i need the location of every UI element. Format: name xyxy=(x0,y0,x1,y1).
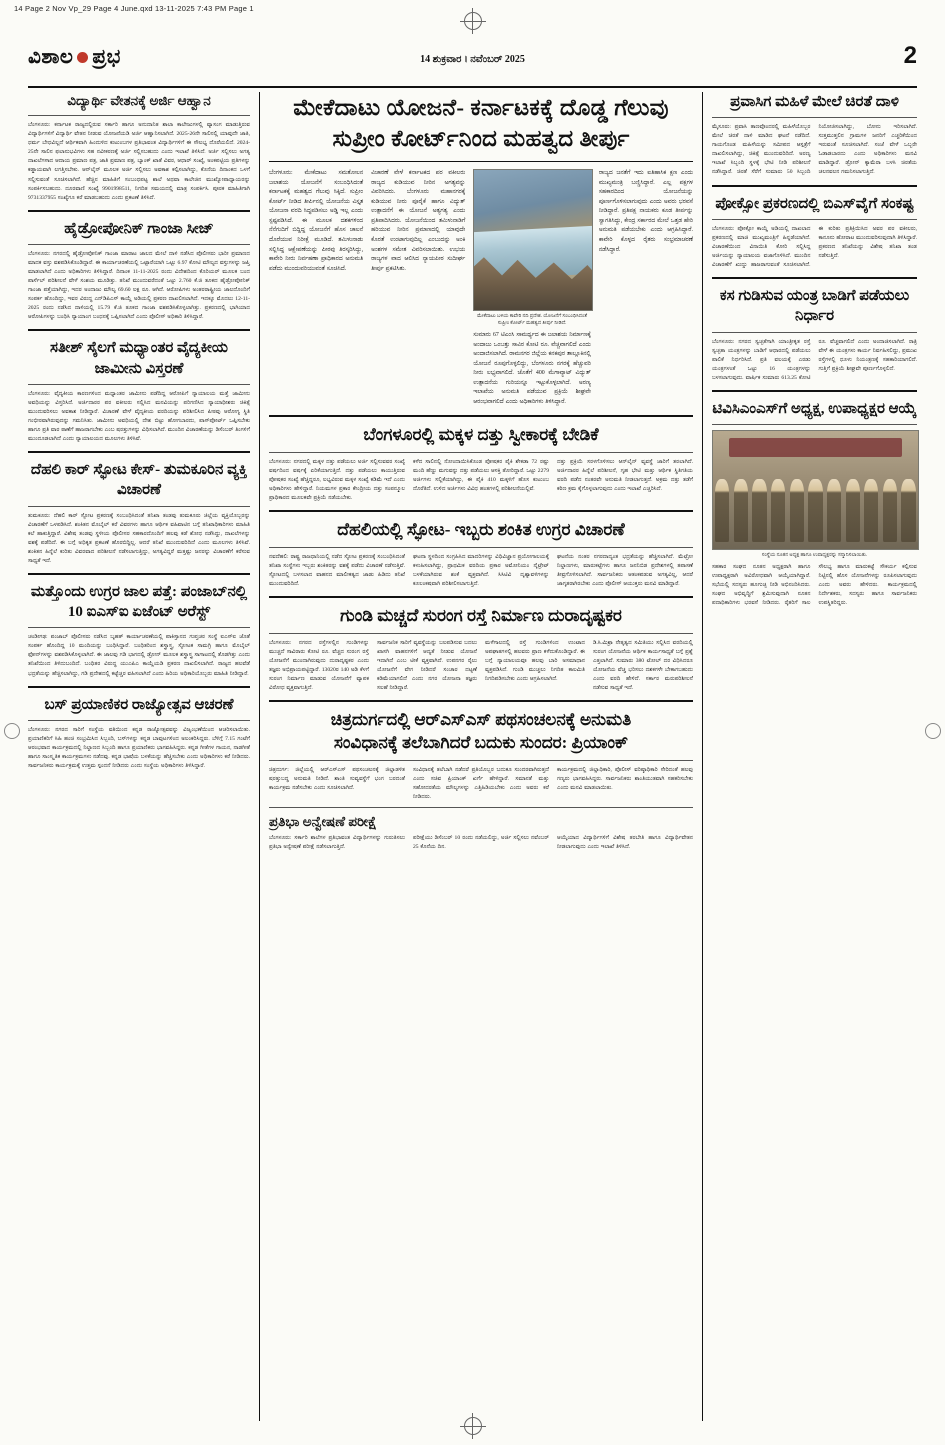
newspaper-logo xyxy=(28,46,121,69)
logo-dot-icon xyxy=(77,52,88,63)
article-body: ಬೆಂಗಳೂರು: ಪೋಕ್ಸೋ ಕಾಯ್ದೆ ಅಡಿಯಲ್ಲಿ ದಾಖಲಾದ ಪ್ರಕರಣದಲ್ಲಿ ಮಾಜಿ ಮುಖ್ಯಮಂತ್ರಿಗೆ ಹಿನ್ನಡೆಯಾಗಿದೆ. ವಿಚಾರಣೆಯಿಂದ ವಿನಾಯಿತಿ ಕೋರಿ ಸಲ್ಲಿಸಿದ್ದ ಅರ್ಜಿಯನ್ನು ನ್ಯಾಯಾಲಯ ವಜಾಗೊಳಿಸಿದೆ. ಮುಂದಿನ ವಿಚಾರಣೆಗೆ ಖುದ್ದು ಹಾಜರಾಗುವಂತೆ ಸೂಚಿಸಲಾಗಿದೆ. ಈ ಕುರಿತು ಪ್ರತಿಕ್ರಿಯಿಸಿದ ಅವರ ಪರ ವಕೀಲರು, ಕಾನೂನು ಹೋರಾಟ ಮುಂದುವರಿಸುವುದಾಗಿ ತಿಳಿಸಿದ್ದಾರೆ. ಪ್ರಕರಣದ ತನಿಖೆಯನ್ನು ವಿಶೇಷ ತನಿಖಾ ತಂಡ ನಡೆಸುತ್ತಿದೆ. xyxy=(712,225,917,268)
photo-banner xyxy=(729,438,901,457)
col-2: ಸಾರ್ವಜನಿಕ ಸಾರಿಗೆ ವ್ಯವಸ್ಥೆಯನ್ನು ಬಲಪಡಿಸುವ ಬದಲು ಖಾಸಗಿ ವಾಹನಗಳಿಗೆ ಆದ್ಯತೆ ನೀಡುವ ಯೋಜನೆ ಇದಾಗಿದೆ ಎಂಬ ಟೀಕೆ ವ್ಯಕ್ತವಾಗಿದೆ. ಉಪನಗರ ರೈಲು ಯೋಜನೆಗೆ ವೇಗ ನೀಡಿದರೆ ಸಂಚಾರ ದಟ್ಟಣೆ ಕಡಿಮೆಯಾಗಲಿದೆ ಎಂದು ನಗರ ಯೋಜನಾ ತಜ್ಞರು ಸಲಹೆ ನೀಡಿದ್ದಾರೆ. xyxy=(377,639,477,692)
article-sweeping-machine xyxy=(712,286,917,383)
article-body: ಮೈಸೂರು: ಪ್ರವಾಸಿ ತಾಣವೊಂದರಲ್ಲಿ ಮಹಿಳೆಯೊಬ್ಬರ ಮೇಲೆ ಚಿರತೆ ದಾಳಿ ಮಾಡಿದ ಘಟನೆ ನಡೆದಿದೆ. ಗಾಯಗೊಂಡ ಮಹಿಳೆಯನ್ನು ಸಮೀಪದ ಆಸ್ಪತ್ರೆಗೆ ದಾಖಲಿಸಲಾಗಿದ್ದು, ಚಿಕಿತ್ಸೆ ಮುಂದುವರಿದಿದೆ. ಅರಣ್ಯ ಇಲಾಖೆ ಸಿಬ್ಬಂದಿ ಸ್ಥಳಕ್ಕೆ ಭೇಟಿ ನೀಡಿ ಪರಿಶೀಲನೆ ನಡೆಸಿದ್ದಾರೆ. ಚಿರತೆ ಸೆರೆಗೆ ಸುಮಾರು 50 ಸಿಬ್ಬಂದಿ ನಿಯೋಜಿಸಲಾಗಿದ್ದು, ಬೋನು ಇರಿಸಲಾಗಿದೆ. ಸುತ್ತಮುತ್ತಲಿನ ಗ್ರಾಮಗಳ ಜನರಿಗೆ ಎಚ್ಚರಿಕೆಯಿಂದ ಇರುವಂತೆ ಸೂಚಿಸಲಾಗಿದೆ. ಸಂಜೆ ವೇಳೆ ಒಬ್ಬರೇ ಓಡಾಡಬಾರದು ಎಂದು ಅಧಿಕಾರಿಗಳು ಮನವಿ ಮಾಡಿದ್ದಾರೆ. ಡ್ರೋನ್ ಕ್ಯಾಮೆರಾ ಬಳಸಿ ಚಿರತೆಯ ಚಲನವಲನ ಗಮನಿಸಲಾಗುತ್ತಿದೆ. xyxy=(712,124,917,176)
article-pocso-bsy xyxy=(712,194,917,270)
article-body: ತುಮಕೂರು: ದೆಹಲಿ ಕಾರ್ ಸ್ಫೋಟ ಪ್ರಕರಣಕ್ಕೆ ಸಂಬಂಧಿಸಿದಂತೆ ತನಿಖಾ ತಂಡವು ತುಮಕೂರು ಜಿಲ್ಲೆಯ ವ್ಯಕ್ತಿಯೊಬ್ಬರನ್ನು ವಿಚಾರಣೆಗೆ ಒಳಪಡಿಸಿದೆ. ಶಂಕಿತನ ಮೊಬೈಲ್ ಕರೆ ವಿವರಗಳು ಹಾಗೂ ಆರ್ಥಿಕ ವಹಿವಾಟಿನ ಬಗ್ಗೆ ತನಿಖಾಧಿಕಾರಿಗಳು ಮಾಹಿತಿ ಕಲೆ ಹಾಕುತ್ತಿದ್ದಾರೆ. ವಿಶೇಷ ತಂಡವು ಸ್ಥಳೀಯ ಪೊಲೀಸರ ಸಹಕಾರದೊಂದಿಗೆ ಹಲವು ಕಡೆ ಶೋಧ ನಡೆಸಿದ್ದು, ದಾಖಲೆಗಳನ್ನು ವಶಕ್ಕೆ ಪಡೆದಿದೆ. ಈ ಬಗ್ಗೆ ಅಧಿಕೃತ ಪ್ರಕಟಣೆ ಹೊರಬಿದ್ದಿಲ್ಲ. ಆದರೆ ತನಿಖೆ ಮುಂದುವರಿದಿದೆ ಎಂದು ಮೂಲಗಳು ತಿಳಿಸಿವೆ. ಶಂಕಿತನ ಹಿನ್ನೆಲೆ ಕುರಿತು ವಿವರವಾದ ಪರಿಶೀಲನೆ ನಡೆಸಲಾಗುತ್ತಿದ್ದು, ಅಗತ್ಯವಿದ್ದರೆ ಮತ್ತಷ್ಟು ಜನರನ್ನು ವಿಚಾರಣೆಗೆ ಕರೆಸುವ ಸಾಧ್ಯತೆ ಇದೆ. xyxy=(28,512,250,564)
photo-caption: ಸಂಸ್ಥೆಯ ನೂತನ ಅಧ್ಯಕ್ಷ ಹಾಗೂ ಉಪಾಧ್ಯಕ್ಷರನ್ನು ಸನ್ಮಾನಿಸಲಾಯಿತು. xyxy=(761,553,868,558)
headline: ದೆಹಲಿಯಲ್ಲಿ ಸ್ಫೋಟ- ಇಬ್ಬರು ಶಂಕಿತ ಉಗ್ರರ ವಿಚಾರಣೆ xyxy=(337,519,625,539)
col-3: ಕಾರ್ಯಕ್ರಮದಲ್ಲಿ ಜಿಲ್ಲಾಧಿಕಾರಿ, ಪೊಲೀಸ್ ವರಿಷ್ಠಾಧಿಕಾರಿ ಸೇರಿದಂತೆ ಹಲವು ಗಣ್ಯರು ಭಾಗವಹಿಸಿದ್ದರು. ಸಾರ್ವಜನಿಕರು ಶಾಂತಿಯುತವಾಗಿ ಸಹಕರಿಸಬೇಕು ಎಂದು ಮನವಿ ಮಾಡಲಾಯಿತು. xyxy=(557,766,693,792)
article-delhi-blast-suspects xyxy=(269,519,693,589)
lead-photo-mekedatu xyxy=(473,169,593,311)
article-bus-rajyotsava xyxy=(28,695,250,771)
print-slug-line: 14 Page 2 Nov Vp_29 Page 4 June.qxd 13-11-2025 7:43 PM Page 1 xyxy=(14,4,254,13)
left-column xyxy=(28,92,260,1421)
article-body: ಬೆಂಗಳೂರು: ನಗರದ ಸಾರಿಗೆ ಸಂಸ್ಥೆಯ ವತಿಯಿಂದ ಕನ್ನಡ ರಾಜ್ಯೋತ್ಸವವನ್ನು ವಿಜೃಂಭಣೆಯಿಂದ ಆಚರಿಸಲಾಯಿತು. ಪ್ರಯಾಣಿಕರಿಗೆ ಸಿಹಿ ಹಂಚಿ ಸಂಭ್ರಮಿಸಿದ ಸಿಬ್ಬಂದಿ, ಬಸ್‌ಗಳನ್ನು ಕನ್ನಡ ಬಾವುಟಗಳಿಂದ ಅಲಂಕರಿಸಿದ್ದರು. ಬೆಳಿಗ್ಗೆ 7.15 ಗಂಟೆಗೆ ಆರಂಭವಾದ ಕಾರ್ಯಕ್ರಮದಲ್ಲಿ ನಿಲ್ದಾಣದ ಸಿಬ್ಬಂದಿ ಹಾಗೂ ಪ್ರಯಾಣಿಕರು ಭಾಗವಹಿಸಿದ್ದರು. ಕನ್ನಡ ಗೀತೆಗಳ ಗಾಯನ, ನಾಡಗೀತೆ ಹಾಗೂ ಸಾಂಸ್ಕೃತಿಕ ಕಾರ್ಯಕ್ರಮಗಳು ನಡೆದವು. ಕನ್ನಡ ಭಾಷೆಯ ಬಳಕೆಯನ್ನು ಹೆಚ್ಚಿಸಬೇಕು ಎಂದು ಅಧಿಕಾರಿಗಳು ಕರೆ ನೀಡಿದರು. ಸಾರ್ವಜನಿಕರು ಕಾರ್ಯಕ್ರಮಕ್ಕೆ ಉತ್ತಮ ಸ್ಪಂದನೆ ನೀಡಿದರು ಎಂದು ಸಂಸ್ಥೆಯ ಅಧಿಕಾರಿಗಳು ತಿಳಿಸಿದ್ದಾರೆ. xyxy=(28,726,250,769)
headline: ಸತೀಶ್ ಸೈಲಗೆ ಮಧ್ಯಾಂತರ ವೈದ್ಯಕೀಯ ಜಾಮೀನು ವಿಸ್ತರಣೆ xyxy=(50,340,228,377)
col-1: ಬೆಂಗಳೂರು: ಸರ್ಕಾರಿ ಶಾಲೆಗಳ ಪ್ರತಿಭಾವಂತ ವಿದ್ಯಾರ್ಥಿಗಳನ್ನು ಗುರುತಿಸಲು ಪ್ರತಿಭಾ ಅನ್ವೇಷಣೆ ಪರೀಕ್ಷೆ ನಡೆಸಲಾಗುತ್ತಿದೆ. xyxy=(269,835,405,851)
lead-headline-line1: ಮೇಕೆದಾಟು ಯೋಜನೆ- ಕರ್ನಾಟಕಕ್ಕೆ ದೊಡ್ಡ ಗೆಲುವು xyxy=(293,95,669,120)
article-pratibha-exam xyxy=(269,813,693,852)
article-body: ಬೆಂಗಳೂರು: ನಗರದಲ್ಲಿ ಹೈಡ್ರೋಪೋನಿಕ್ ಗಾಂಜಾ ಮಾರಾಟ ಜಾಲದ ಮೇಲೆ ದಾಳಿ ನಡೆಸಿದ ಪೊಲೀಸರು ಭಾರೀ ಪ್ರಮಾಣದ ಮಾದಕ ವಸ್ತು ವಶಪಡಿಸಿಕೊಂಡಿದ್ದಾರೆ. ಈ ಕಾರ್ಯಾಚರಣೆಯಲ್ಲಿ ಒಟ್ಟಾರೆಯಾಗಿ ಒಟ್ಟು 6.97 ಕೋಟಿ ಮೌಲ್ಯದ ವಸ್ತುಗಳನ್ನು ಜಪ್ತಿ ಮಾಡಲಾಗಿದೆ ಎಂದು ಅಧಿಕಾರಿಗಳು ತಿಳಿಸಿದ್ದಾರೆ. ದಿನಾಂಕ 11-11-2025 ರಂದು ವಿದೇಶದಿಂದ ಕೊರಿಯರ್ ಮೂಲಕ ಬಂದ ಪಾರ್ಸೆಲ್ ಪರಿಶೀಲನೆ ವೇಳೆ ಸಂಶಯ ಮೂಡಿತ್ತು. ತನಿಖೆ ಮುಂದುವರೆದಂತೆ ಒಟ್ಟು 2.760 ಕೆ.ಜಿ ತೂಕದ ಹೈಡ್ರೋಪೋನಿಕ್ ಗಾಂಜಾ ಪತ್ತೆಯಾಗಿದ್ದು, ಇದರ ಅಂದಾಜು ಮೌಲ್ಯ 69.60 ಲಕ್ಷ ರೂ. ಆಗಿದೆ. ಆರೋಪಿಗಳು ಅಂತರರಾಷ್ಟ್ರೀಯ ಜಾಲದೊಂದಿಗೆ ಸಂಪರ್ಕ ಹೊಂದಿದ್ದು, ಇವರ ವಿರುದ್ಧ ಎನ್‌ಡಿಪಿಎಸ್ ಕಾಯ್ದೆ ಅಡಿಯಲ್ಲಿ ಪ್ರಕರಣ ದಾಖಲಿಸಲಾಗಿದೆ. ಇದಕ್ಕೂ ಮೊದಲು 12-11-2025 ರಂದು ನಡೆಸಿದ ದಾಳಿಯಲ್ಲಿ 15.79 ಕೆ.ಜಿ ತೂಕದ ಗಾಂಜಾ ವಶಪಡಿಸಿಕೊಳ್ಳಲಾಗಿತ್ತು. ಪ್ರಕರಣದಲ್ಲಿ ಭಾಗಿಯಾದ ಆರೋಪಿಗಳನ್ನು ಬಂಧಿಸಿ ನ್ಯಾಯಾಂಗ ಬಂಧನಕ್ಕೆ ಒಪ್ಪಿಸಲಾಗಿದೆ ಎಂದು ಪೊಲೀಸ್ ಅಧಿಕಾರಿ ತಿಳಿಸಿದ್ದಾರೆ. xyxy=(28,250,250,321)
article-punjab-isi-arrest xyxy=(28,582,250,679)
col-1: ಬೆಂಗಳೂರು: ನಗರದಲ್ಲಿ ಮಕ್ಕಳ ದತ್ತು ಪಡೆಯಲು ಅರ್ಜಿ ಸಲ್ಲಿಸುವವರ ಸಂಖ್ಯೆ ವರ್ಷದಿಂದ ವರ್ಷಕ್ಕೆ ಏರಿಕೆಯಾಗುತ್ತಿದೆ. ದತ್ತು ಪಡೆಯಲು ಕಾಯುತ್ತಿರುವ ಪೋಷಕರ ಸಂಖ್ಯೆ ಹೆಚ್ಚಿದ್ದರೂ, ಲಭ್ಯವಿರುವ ಮಕ್ಕಳ ಸಂಖ್ಯೆ ಕಡಿಮೆ ಇದೆ ಎಂದು ಅಧಿಕಾರಿಗಳು ಹೇಳಿದ್ದಾರೆ. ನಿಯಮಗಳ ಪ್ರಕಾರ ಕೇಂದ್ರೀಯ ದತ್ತು ಸಂಪನ್ಮೂಲ ಪ್ರಾಧಿಕಾರದ ಮೂಲಕವೇ ಪ್ರಕ್ರಿಯೆ ನಡೆಯಬೇಕು. xyxy=(269,458,405,501)
article-body: ಚಂಡೀಗಢ: ಪಂಜಾಬ್ ಪೊಲೀಸರು ನಡೆಸಿದ ಬೃಹತ್ ಕಾರ್ಯಾಚರಣೆಯಲ್ಲಿ ಪಾಕಿಸ್ತಾನದ ಗುಪ್ತಚರ ಸಂಸ್ಥೆ ಐಎಸ್‌ಐ ಜೊತೆ ಸಂಪರ್ಕ ಹೊಂದಿದ್ದ 10 ಮಂದಿಯನ್ನು ಬಂಧಿಸಿದ್ದಾರೆ. ಬಂಧಿತರಿಂದ ಶಸ್ತ್ರಾಸ್ತ್ರ, ಸ್ಫೋಟಕ ಸಾಮಗ್ರಿ ಹಾಗೂ ಮೊಬೈಲ್ ಫೋನ್‌ಗಳನ್ನು ವಶಪಡಿಸಿಕೊಳ್ಳಲಾಗಿದೆ. ಈ ಜಾಲವು ಗಡಿ ಭಾಗದಲ್ಲಿ ಡ್ರೋನ್ ಮೂಲಕ ಶಸ್ತ್ರಾಸ್ತ್ರ ಸಾಗಾಟದಲ್ಲಿ ತೊಡಗಿತ್ತು ಎಂದು ತನಿಖೆಯಿಂದ ತಿಳಿದುಬಂದಿದೆ. ಬಂಧಿತರ ವಿರುದ್ಧ ಯುಎಪಿಎ ಕಾಯ್ದೆಯಡಿ ಪ್ರಕರಣ ದಾಖಲಿಸಲಾಗಿದೆ. ರಾಜ್ಯದ ಹಲವೆಡೆ ಭದ್ರತೆಯನ್ನು ಹೆಚ್ಚಿಸಲಾಗಿದ್ದು, ಗಡಿ ಪ್ರದೇಶದಲ್ಲಿ ಕಟ್ಟೆಚ್ಚರ ವಹಿಸಲಾಗಿದೆ ಎಂದು ಹಿರಿಯ ಅಧಿಕಾರಿಯೊಬ್ಬರು ಮಾಹಿತಿ ನೀಡಿದ್ದಾರೆ. xyxy=(28,634,250,677)
headline: ಪ್ರತಿಭಾ ಅನ್ವೇಷಣೆ ಪರೀಕ್ಷೆ xyxy=(269,814,377,830)
article-body: ಬೆಂಗಳೂರು: ಕರ್ನಾಟಕ ರಾಜ್ಯದಲ್ಲಿರುವ ಸರ್ಕಾರಿ ಹಾಗೂ ಅನುದಾನಿತ ಶಾಲಾ ಕಾಲೇಜುಗಳಲ್ಲಿ ವ್ಯಾಸಂಗ ಮಾಡುತ್ತಿರುವ ವಿದ್ಯಾರ್ಥಿಗಳಿಗೆ ವಿದ್ಯಾರ್ಥಿ ವೇತನ ನೀಡುವ ಯೋಜನೆಯಡಿ ಅರ್ಜಿ ಆಹ್ವಾನಿಸಲಾಗಿದೆ. 2025-26ನೇ ಸಾಲಿನಲ್ಲಿ ಯಾವುದೇ ಜಾತಿ, ಧರ್ಮ ಬೇಧವಿಲ್ಲದೆ ಆರ್ಥಿಕವಾಗಿ ಹಿಂದುಳಿದ ಕುಟುಂಬಗಳ ಪ್ರತಿಭಾವಂತ ವಿದ್ಯಾರ್ಥಿಗಳಿಗೆ ಈ ಸೌಲಭ್ಯ ದೊರೆಯಲಿದೆ. 2024-25ನೇ ಸಾಲಿನ ಫಲಾನುಭವಿಗಳು ಸಹ ನವೀಕರಣಕ್ಕೆ ಅರ್ಜಿ ಸಲ್ಲಿಸಬಹುದು ಎಂದು ಇಲಾಖೆ ತಿಳಿಸಿದೆ. ಅರ್ಜಿ ಸಲ್ಲಿಸಲು ಅಗತ್ಯ ದಾಖಲೆಗಳಾದ ಆದಾಯ ಪ್ರಮಾಣ ಪತ್ರ, ಜಾತಿ ಪ್ರಮಾಣ ಪತ್ರ, ಬ್ಯಾಂಕ್ ಖಾತೆ ವಿವರ, ಆಧಾರ್ ಸಂಖ್ಯೆ, ಅಂಕಪಟ್ಟಿಯ ಪ್ರತಿಗಳನ್ನು ಕಡ್ಡಾಯವಾಗಿ ಲಗತ್ತಿಸಬೇಕು. ಆನ್‌ಲೈನ್ ಮೂಲಕ ಅರ್ಜಿ ಸಲ್ಲಿಸಲು ಅವಕಾಶ ಕಲ್ಪಿಸಲಾಗಿದ್ದು, ಕೊನೆಯ ದಿನಾಂಕದ ಒಳಗೆ ಸಲ್ಲಿಸುವಂತೆ ಸೂಚಿಸಲಾಗಿದೆ. ಹೆಚ್ಚಿನ ಮಾಹಿತಿಗೆ ಸಂಬಂಧಪಟ್ಟ ಶಾಲೆ ಅಥವಾ ಕಾಲೇಜಿನ ಮುಖ್ಯೋಪಾಧ್ಯಾಯರನ್ನು ಸಂಪರ್ಕಿಸಬಹುದು. ದೂರವಾಣಿ ಸಂಖ್ಯೆ 9901998511, ನಿಗದಿತ ಸಮಯದಲ್ಲಿ ಮಾತ್ರ ಸಂಪರ್ಕಿಸಿ. ಪೂರಕ ಮಾಹಿತಿಗಾಗಿ 9731337955 ಸಂಖ್ಯೆಗೂ ಕರೆ ಮಾಡಬಹುದು ಎಂದು ಪ್ರಕಟಣೆ ತಿಳಿಸಿದೆ. xyxy=(28,122,250,201)
article-chitradurga-rss xyxy=(269,709,693,802)
col-3: ದತ್ತು ಪ್ರಕ್ರಿಯೆ ಸರಳಗೊಳಿಸಲು ಆನ್‌ಲೈನ್ ವ್ಯವಸ್ಥೆ ಜಾರಿಗೆ ತರಲಾಗಿದೆ. ಅರ್ಜಿದಾರರ ಹಿನ್ನೆಲೆ ಪರಿಶೀಲನೆ, ಗೃಹ ಭೇಟಿ ಮತ್ತು ಆರ್ಥಿಕ ಸ್ಥಿತಿಗತಿಯ ವರದಿ ಪಡೆದ ನಂತರವೇ ಅನುಮತಿ ನೀಡಲಾಗುತ್ತದೆ. ಅಕ್ರಮ ದತ್ತು ತಡೆಗೆ ಕಠಿಣ ಕ್ರಮ ಕೈಗೊಳ್ಳಲಾಗುವುದು ಎಂದು ಇಲಾಖೆ ಎಚ್ಚರಿಸಿದೆ. xyxy=(557,458,693,492)
col-2: ಕಳೆದ ಸಾಲಿನಲ್ಲಿ ನೋಂದಾಯಿಸಿಕೊಂಡ ಪೋಷಕರ ಪೈಕಿ ಶೇಕಡಾ 72 ರಷ್ಟು ಮಂದಿ ಹೆಣ್ಣು ಮಗುವನ್ನು ದತ್ತು ಪಡೆಯಲು ಆಸಕ್ತಿ ತೋರಿದ್ದಾರೆ. ಒಟ್ಟು 2279 ಅರ್ಜಿಗಳು ಸಲ್ಲಿಕೆಯಾಗಿದ್ದು, ಈ ಪೈಕಿ 410 ಮಕ್ಕಳಿಗೆ ಹೊಸ ಕುಟುಂಬ ದೊರೆತಿದೆ. ಉಳಿದ ಅರ್ಜಿಗಳು ವಿವಿಧ ಹಂತಗಳಲ್ಲಿ ಪರಿಶೀಲನೆಯಲ್ಲಿವೆ. xyxy=(413,458,549,492)
headline: ದೆಹಲಿ ಕಾರ್ ಸ್ಫೋಟ ಕೇಸ್- ತುಮಕೂರಿನ ವ್ಯಕ್ತಿ ವಿಚಾರಣೆ xyxy=(30,462,248,499)
lead-col-2: ವಿಚಾರಣೆ ವೇಳೆ ಕರ್ನಾಟಕದ ಪರ ವಕೀಲರು ರಾಜ್ಯದ ಕುಡಿಯುವ ನೀರಿನ ಅಗತ್ಯವನ್ನು ವಿವರಿಸಿದರು. ಬೆಂಗಳೂರು ಮಹಾನಗರಕ್ಕೆ ಕುಡಿಯುವ ನೀರು ಪೂರೈಕೆ ಹಾಗೂ ವಿದ್ಯುತ್ ಉತ್ಪಾದನೆಗೆ ಈ ಯೋಜನೆ ಅತ್ಯಗತ್ಯ ಎಂದು ಪ್ರತಿಪಾದಿಸಿದರು. ಯೋಜನೆಯಿಂದ ತಮಿಳುನಾಡಿಗೆ ಹರಿಯುವ ನೀರಿನ ಪ್ರಮಾಣದಲ್ಲಿ ಯಾವುದೇ ಕೊರತೆ ಉಂಟಾಗುವುದಿಲ್ಲ ಎಂಬುದನ್ನು ಅಂಕಿ ಅಂಶಗಳ ಸಮೇತ ವಿವರಿಸಲಾಯಿತು. ಉಭಯ ರಾಜ್ಯಗಳ ವಾದ ಆಲಿಸಿದ ನ್ಯಾಯಪೀಠ ಸುದೀರ್ಘ ತೀರ್ಪು ಪ್ರಕಟಿಸಿತು. xyxy=(371,170,466,272)
lead-photo-caption: ಮೇಕೆದಾಟು ಬಳಿಯ ಕಾವೇರಿ ನದಿ ಪ್ರದೇಶ. ಯೋಜನೆಗೆ ಸಂಬಂಧಿಸಿದಂತೆ ಸುಪ್ರೀಂ ಕೋರ್ಟ್ ಮಹತ್ವದ ತೀರ್ಪು ನೀಡಿದೆ. xyxy=(477,314,588,327)
lead-col-3: ಸುಮಾರು 67 ಟಿಎಂಸಿ ಸಾಮರ್ಥ್ಯದ ಈ ಜಲಾಶಯ ನಿರ್ಮಾಣಕ್ಕೆ ಅಂದಾಜು ಒಂಬತ್ತು ಸಾವಿರ ಕೋಟಿ ರೂ. ವೆಚ್ಚವಾಗಲಿದೆ ಎಂದು ಅಂದಾಜಿಸಲಾಗಿದೆ. ರಾಮನಗರ ಜಿಲ್ಲೆಯ ಕನಕಪುರ ತಾಲ್ಲೂಕಿನಲ್ಲಿ ಯೋಜನೆ ರೂಪುಗೊಳ್ಳಲಿದ್ದು, ಬೆಂಗಳೂರು ನಗರಕ್ಕೆ ಹೆಚ್ಚುವರಿ ನೀರು ಲಭ್ಯವಾಗಲಿದೆ. ಜೊತೆಗೆ 400 ಮೆಗಾವ್ಯಾಟ್ ವಿದ್ಯುತ್ ಉತ್ಪಾದನೆಯ ಗುರಿಯನ್ನೂ ಇಟ್ಟುಕೊಳ್ಳಲಾಗಿದೆ. ಅರಣ್ಯ ಇಲಾಖೆಯ ಅನುಮತಿ ಪಡೆಯುವ ಪ್ರಕ್ರಿಯೆ ಶೀಘ್ರವೇ ಆರಂಭವಾಗಲಿದೆ ಎಂದು ಅಧಿಕಾರಿಗಳು ತಿಳಿಸಿದ್ದಾರೆ. xyxy=(473,332,591,406)
article-tunnel-road xyxy=(269,605,693,693)
headline: ಟಿವಿಸಿಎಂಎಸ್‌ಗೆ ಅಧ್ಯಕ್ಷ, ಉಪಾಧ್ಯಕ್ಷರ ಆಯ್ಕೆ xyxy=(712,400,917,417)
col-2: ಘಟನಾ ಸ್ಥಳದಿಂದ ಸಂಗ್ರಹಿಸಿದ ಮಾದರಿಗಳನ್ನು ವಿಧಿವಿಜ್ಞಾನ ಪ್ರಯೋಗಾಲಯಕ್ಕೆ ಕಳುಹಿಸಲಾಗಿದ್ದು, ಪ್ರಾಥಮಿಕ ವರದಿಯ ಪ್ರಕಾರ ಅಮೋನಿಯಂ ನೈಟ್ರೇಟ್ ಬಳಕೆಯಾಗಿರುವ ಶಂಕೆ ವ್ಯಕ್ತವಾಗಿದೆ. ಸಿಸಿಟಿವಿ ದೃಶ್ಯಾವಳಿಗಳನ್ನು ಕೂಲಂಕಷವಾಗಿ ಪರಿಶೀಲಿಸಲಾಗುತ್ತಿದೆ. xyxy=(413,553,549,587)
dateline: 14 ಶುಕ್ರವಾರ । ನವೆಂಬರ್ 2025 xyxy=(420,54,525,65)
headline: ಬಸ್ ಪ್ರಯಾಣಿಕರ ರಾಜ್ಯೋತ್ಸವ ಆಚರಣೆ xyxy=(44,696,234,713)
col-1: ಬೆಂಗಳೂರು: ನಗರದ ರಸ್ತೆಗಳಲ್ಲಿನ ಗುಂಡಿಗಳನ್ನು ಮುಚ್ಚದೆ ಸಾವಿರಾರು ಕೋಟಿ ರೂ. ವೆಚ್ಚದ ಸುರಂಗ ರಸ್ತೆ ಯೋಜನೆಗೆ ಮುಂದಾಗಿರುವುದು ದುರಾದೃಷ್ಟಕರ ಎಂದು ತಜ್ಞರು ಅಭಿಪ್ರಾಯಪಟ್ಟಿದ್ದಾರೆ. 13020ರ 140 ಅಡಿ ಕೆಳಗೆ ಸುರಂಗ ನಿರ್ಮಾಣ ಮಾಡುವ ಯೋಜನೆಗೆ ವ್ಯಾಪಕ ವಿರೋಧ ವ್ಯಕ್ತವಾಗುತ್ತಿದೆ. xyxy=(269,639,369,692)
middle-column xyxy=(260,92,703,1421)
logo-word-right: ಪ್ರಭ xyxy=(92,46,121,68)
headline: ಹೈಡ್ರೋಪೋನಿಕ್ ಗಾಂಜಾ ಸೀಜ್ xyxy=(64,220,214,237)
headline-line2: ಸಂವಿಧಾನಕ್ಕೆ ತಲೆಬಾಗಿದರೆ ಬದುಕು ಸುಂದರ: ಪ್ರಿಯಾಂಕ್ xyxy=(333,733,629,753)
right-column xyxy=(703,92,917,1421)
col-3: ಆಯ್ಕೆಯಾದ ವಿದ್ಯಾರ್ಥಿಗಳಿಗೆ ವಿಶೇಷ ತರಬೇತಿ ಹಾಗೂ ವಿದ್ಯಾರ್ಥಿವೇತನ ನೀಡಲಾಗುವುದು ಎಂದು ಇಲಾಖೆ ತಿಳಿಸಿದೆ. xyxy=(557,835,693,851)
article-satish-bail xyxy=(28,338,250,444)
headline: ವಿದ್ಯಾರ್ಥಿ ವೇತನಕ್ಕೆ ಅರ್ಜಿ ಆಹ್ವಾನ xyxy=(67,93,211,108)
lead-col-1: ಬೆಂಗಳೂರು: ಮೇಕೆದಾಟು ಸಮತೋಲನ ಜಲಾಶಯ ಯೋಜನೆಗೆ ಸಂಬಂಧಿಸಿದಂತೆ ಕರ್ನಾಟಕಕ್ಕೆ ಮಹತ್ವದ ಗೆಲುವು ಸಿಕ್ಕಿದೆ. ಸುಪ್ರೀಂ ಕೋರ್ಟ್ ನೀಡಿದ ತೀರ್ಪಿನಲ್ಲಿ ಯೋಜನೆಯ ವಿಸ್ತೃತ ಯೋಜನಾ ವರದಿ ಸಿದ್ಧಪಡಿಸಲು ಅಡ್ಡಿ ಇಲ್ಲ ಎಂದು ಸ್ಪಷ್ಟಪಡಿಸಿದೆ. ಈ ಮೂಲಕ ದಶಕಗಳಿಂದ ನೆನೆಗುದಿಗೆ ಬಿದ್ದಿದ್ದ ಯೋಜನೆಗೆ ಹೊಸ ಚಾಲನೆ ದೊರೆಯುವ ನಿರೀಕ್ಷೆ ಮೂಡಿದೆ. ತಮಿಳುನಾಡು ಸಲ್ಲಿಸಿದ್ದ ಆಕ್ಷೇಪಣೆಯನ್ನು ಪೀಠವು ತಿರಸ್ಕರಿಸಿದ್ದು, ಕಾವೇರಿ ನೀರು ನಿರ್ವಹಣಾ ಪ್ರಾಧಿಕಾರದ ಅನುಮತಿ ಪಡೆದು ಮುಂದುವರಿಯುವಂತೆ ಸೂಚಿಸಿದೆ. xyxy=(269,170,364,272)
registration-mark-right xyxy=(925,723,941,739)
article-child-adoption xyxy=(269,424,693,503)
headline: ಪೋಕ್ಸೋ ಪ್ರಕರಣದಲ್ಲಿ ಬಿಎಸ್‌ವೈಗೆ ಸಂಕಷ್ಟ xyxy=(715,195,914,212)
registration-mark-left xyxy=(4,723,20,739)
article-delhi-car-blast xyxy=(28,460,250,566)
col-4: ಡಿ.ಸಿ.ಮಿಶ್ರಾ ನೇತೃತ್ವದ ಸಮಿತಿಯು ಸಲ್ಲಿಸಿದ ವರದಿಯಲ್ಲಿ ಸುರಂಗ ಯೋಜನೆಯ ಆರ್ಥಿಕ ಕಾರ್ಯಸಾಧ್ಯತೆ ಬಗ್ಗೆ ಪ್ರಶ್ನೆ ಎತ್ತಲಾಗಿದೆ. ಸುಮಾರು 380 ಟೋಲ್ ದರ ವಿಧಿಸಿದರೂ ಯೋಜನೆಯ ವೆಚ್ಚ ಭರಿಸಲು ದಶಕಗಳೇ ಬೇಕಾಗಬಹುದು ಎಂದು ವರದಿ ಹೇಳಿದೆ. ಸರ್ಕಾರ ಮರುಪರಿಶೀಲನೆ ನಡೆಸುವ ಸಾಧ್ಯತೆ ಇದೆ. xyxy=(593,639,693,692)
page-number: 2 xyxy=(903,42,917,69)
article-body: ಬೆಂಗಳೂರು: ವೈದ್ಯಕೀಯ ಕಾರಣಗಳಿಂದ ಮಧ್ಯಾಂತರ ಜಾಮೀನು ಪಡೆದಿದ್ದ ಆರೋಪಿಗೆ ನ್ಯಾಯಾಲಯ ಮತ್ತೆ ಜಾಮೀನು ಅವಧಿಯನ್ನು ವಿಸ್ತರಿಸಿದೆ. ಅರ್ಜಿದಾರರ ಪರ ವಕೀಲರು ಸಲ್ಲಿಸಿದ ಮನವಿಯನ್ನು ಪರಿಗಣಿಸಿದ ನ್ಯಾಯಾಧೀಶರು ಚಿಕಿತ್ಸೆ ಮುಂದುವರಿಸಲು ಅವಕಾಶ ನೀಡಿದ್ದಾರೆ. ವಿಚಾರಣೆ ವೇಳೆ ವೈದ್ಯಕೀಯ ವರದಿಯನ್ನು ಪರಿಶೀಲಿಸಿದ ಪೀಠವು ಆರೋಗ್ಯ ಸ್ಥಿತಿ ಗಂಭೀರವಾಗಿರುವುದನ್ನು ಗಮನಿಸಿತು. ಜಾಮೀನು ಅವಧಿಯಲ್ಲಿ ದೇಶ ಬಿಟ್ಟು ಹೋಗಬಾರದು, ಪಾಸ್‌ಪೋರ್ಟ್ ಒಪ್ಪಿಸಬೇಕು ಹಾಗೂ ಪ್ರತಿ ವಾರ ಠಾಣೆಗೆ ಹಾಜರಾಗಬೇಕು ಎಂಬ ಷರತ್ತುಗಳನ್ನು ವಿಧಿಸಲಾಗಿದೆ. ಮುಂದಿನ ವಿಚಾರಣೆಯನ್ನು ಡಿಸೆಂಬರ್ ತಿಂಗಳಿಗೆ ಮುಂದೂಡಲಾಗಿದೆ ಎಂದು ನ್ಯಾಯಾಲಯದ ಮೂಲಗಳು ತಿಳಿಸಿವೆ. xyxy=(28,390,250,442)
article-tvmcs-president xyxy=(712,399,917,608)
article-leopard-attack xyxy=(712,92,917,178)
headline: ಕಸ ಗುಡಿಸುವ ಯಂತ್ರ ಬಾಡಿಗೆ ಪಡೆಯಲು ನಿರ್ಧಾರ xyxy=(719,288,910,325)
headline: ಗುಂಡಿ ಮಚ್ಚದೆ ಸುರಂಗ ರಸ್ತೆ ನಿರ್ಮಾಣ ದುರಾದೃಷ್ಟಕರ xyxy=(340,605,622,625)
article-body: ಬೆಂಗಳೂರು: ನಗರದ ಸ್ವಚ್ಛತೆಗಾಗಿ ಯಾಂತ್ರೀಕೃತ ರಸ್ತೆ ಸ್ವಚ್ಛತಾ ಯಂತ್ರಗಳನ್ನು ಬಾಡಿಗೆ ಆಧಾರದಲ್ಲಿ ಪಡೆಯಲು ಪಾಲಿಕೆ ನಿರ್ಧರಿಸಿದೆ. ಪ್ರತಿ ವಲಯಕ್ಕೆ ಎರಡು ಯಂತ್ರಗಳಂತೆ ಒಟ್ಟು 16 ಯಂತ್ರಗಳನ್ನು ಬಳಸಲಾಗುವುದು. ವಾರ್ಷಿಕ ಸುಮಾರು 613.25 ಕೋಟಿ ರೂ. ವೆಚ್ಚವಾಗಲಿದೆ ಎಂದು ಅಂದಾಜಿಸಲಾಗಿದೆ. ರಾತ್ರಿ ವೇಳೆ ಈ ಯಂತ್ರಗಳು ಕಾರ್ಯ ನಿರ್ವಹಿಸಲಿದ್ದು, ಪ್ರಮುಖ ರಸ್ತೆಗಳಲ್ಲಿ ಧೂಳು ನಿಯಂತ್ರಣಕ್ಕೆ ಸಹಕಾರಿಯಾಗಲಿದೆ. ಗುತ್ತಿಗೆ ಪ್ರಕ್ರಿಯೆ ಶೀಘ್ರವೇ ಪೂರ್ಣಗೊಳ್ಳಲಿದೆ. xyxy=(712,338,917,381)
col-3: ಘಟನೆಯ ನಂತರ ನಗರದಾದ್ಯಂತ ಭದ್ರತೆಯನ್ನು ಹೆಚ್ಚಿಸಲಾಗಿದೆ. ಮೆಟ್ರೋ ನಿಲ್ದಾಣಗಳು, ಮಾರುಕಟ್ಟೆಗಳು ಹಾಗೂ ಜನನಿಬಿಡ ಪ್ರದೇಶಗಳಲ್ಲಿ ತಪಾಸಣೆ ತೀವ್ರಗೊಳಿಸಲಾಗಿದೆ. ಸಾರ್ವಜನಿಕರು ಆತಂಕಪಡುವ ಅಗತ್ಯವಿಲ್ಲ, ಆದರೆ ಜಾಗೃತರಾಗಿರಬೇಕು ಎಂದು ಪೊಲೀಸ್ ಆಯುಕ್ತರು ಮನವಿ ಮಾಡಿದ್ದಾರೆ. xyxy=(557,553,693,587)
lead-headline-line2: ಸುಪ್ರೀಂ ಕೋರ್ಟ್‌ನಿಂದ ಮಹತ್ವದ ತೀರ್ಪು xyxy=(332,126,630,152)
headline: ಬೆಂಗಳೂರಲ್ಲಿ ಮಕ್ಕಳ ದತ್ತು ಸ್ವೀಕಾರಕ್ಕೆ ಬೇಡಿಕೆ xyxy=(363,424,599,444)
col-2: ಪರೀಕ್ಷೆಯು ಡಿಸೆಂಬರ್ 10 ರಂದು ನಡೆಯಲಿದ್ದು, ಅರ್ಜಿ ಸಲ್ಲಿಸಲು ನವೆಂಬರ್ 25 ಕೊನೆಯ ದಿನ. xyxy=(413,835,549,851)
col-1: ನವದೆಹಲಿ: ರಾಷ್ಟ್ರ ರಾಜಧಾನಿಯಲ್ಲಿ ನಡೆದ ಸ್ಫೋಟ ಪ್ರಕರಣಕ್ಕೆ ಸಂಬಂಧಿಸಿದಂತೆ ತನಿಖಾ ಸಂಸ್ಥೆಗಳು ಇಬ್ಬರು ಶಂಕಿತರನ್ನು ವಶಕ್ಕೆ ಪಡೆದು ವಿಚಾರಣೆ ನಡೆಸುತ್ತಿವೆ. ಸ್ಫೋಟದಲ್ಲಿ ಬಳಸಲಾದ ವಾಹನದ ಮಾಲೀಕತ್ವದ ಜಾಡು ಹಿಡಿದು ತನಿಖೆ ಮುಂದುವರಿದಿದೆ. xyxy=(269,553,405,587)
headline-line1: ಚಿತ್ರದುರ್ಗದಲ್ಲಿ ಆರ್‌ಎಸ್‌ಎಸ್ ಪಥಸಂಚಲನಕ್ಕೆ ಅನುಮತಿ xyxy=(330,710,632,730)
logo-word-left: ವಿಶಾಲ xyxy=(28,46,74,68)
masthead xyxy=(28,42,917,88)
article-student-scholarship xyxy=(28,92,250,203)
col-1: ಚಿತ್ರದುರ್ಗ: ಜಿಲ್ಲೆಯಲ್ಲಿ ಆರ್‌ಎಸ್‌ಎಸ್ ಪಥಸಂಚಲನಕ್ಕೆ ಜಿಲ್ಲಾಡಳಿತ ಷರತ್ತುಬದ್ಧ ಅನುಮತಿ ನೀಡಿದೆ. ಶಾಂತಿ ಸುವ್ಯವಸ್ಥೆಗೆ ಭಂಗ ಬರದಂತೆ ಕಾರ್ಯಕ್ರಮ ನಡೆಸಬೇಕು ಎಂದು ಸೂಚಿಸಲಾಗಿದೆ. xyxy=(269,766,405,792)
lead-story xyxy=(269,92,693,408)
headline: ಮತ್ತೊಂದು ಉಗ್ರರ ಜಾಲ ಪತ್ತೆ: ಪಂಜಾಬ್‌ನಲ್ಲಿ 10 ಐಎಸ್‌ಐ ಏಜೆಂಟ್ ಅರೆಸ್ಟ್ xyxy=(30,583,248,621)
photo-felicitation-group xyxy=(712,430,919,550)
page-body xyxy=(28,92,917,1421)
article-hydroponic-ganja xyxy=(28,219,250,323)
registration-mark-top xyxy=(464,12,482,30)
col-2: ಸಂವಿಧಾನಕ್ಕೆ ತಲೆಬಾಗಿ ನಡೆದರೆ ಪ್ರತಿಯೊಬ್ಬರ ಬದುಕೂ ಸುಂದರವಾಗಿರುತ್ತದೆ ಎಂದು ಸಚಿವ ಪ್ರಿಯಾಂಕ್ ಖರ್ಗೆ ಹೇಳಿದ್ದಾರೆ. ಸಮಾನತೆ ಮತ್ತು ಸಹೋದರತೆಯ ಮೌಲ್ಯಗಳನ್ನು ಎತ್ತಿಹಿಡಿಯಬೇಕು ಎಂದು ಅವರು ಕರೆ ನೀಡಿದರು. xyxy=(413,766,549,801)
lead-col-4: ರಾಜ್ಯದ ಜನತೆಗೆ ಇದು ಐತಿಹಾಸಿಕ ಕ್ಷಣ ಎಂದು ಮುಖ್ಯಮಂತ್ರಿ ಬಣ್ಣಿಸಿದ್ದಾರೆ. ಎಲ್ಲ ಪಕ್ಷಗಳ ಸಹಕಾರದಿಂದ ಯೋಜನೆಯನ್ನು ಪೂರ್ಣಗೊಳಿಸಲಾಗುವುದು ಎಂದು ಅವರು ಭರವಸೆ ನೀಡಿದ್ದಾರೆ. ಪ್ರತಿಪಕ್ಷ ನಾಯಕರು ಕೂಡ ತೀರ್ಪನ್ನು ಸ್ವಾಗತಿಸಿದ್ದು, ಕೇಂದ್ರ ಸರ್ಕಾರದ ಮೇಲೆ ಒತ್ತಡ ಹೇರಿ ಅನುಮತಿ ಪಡೆಯಬೇಕು ಎಂದು ಆಗ್ರಹಿಸಿದ್ದಾರೆ. ಕಾವೇರಿ ಕೊಳ್ಳದ ರೈತರು ಸಂಭ್ರಮಾಚರಣೆ ನಡೆಸಿದ್ದಾರೆ. xyxy=(598,170,694,253)
photo-figures xyxy=(713,462,918,542)
headline: ಪ್ರವಾಸಿಗ ಮಹಿಳೆ ಮೇಲೆ ಚಿರತೆ ದಾಳಿ xyxy=(730,94,899,110)
article-body: ಸಹಕಾರ ಸಂಘದ ನೂತನ ಅಧ್ಯಕ್ಷರಾಗಿ ಹಾಗೂ ಉಪಾಧ್ಯಕ್ಷರಾಗಿ ಅವಿರೋಧವಾಗಿ ಆಯ್ಕೆಯಾಗಿದ್ದಾರೆ. ಸಭೆಯಲ್ಲಿ ಸದಸ್ಯರು ಹೂಗುಚ್ಛ ನೀಡಿ ಅಭಿನಂದಿಸಿದರು. ಸಂಘದ ಅಭಿವೃದ್ಧಿಗೆ ಶ್ರಮಿಸುವುದಾಗಿ ನೂತನ ಪದಾಧಿಕಾರಿಗಳು ಭರವಸೆ ನೀಡಿದರು. ರೈತರಿಗೆ ಸಾಲ ಸೌಲಭ್ಯ ಹಾಗೂ ಮಾರುಕಟ್ಟೆ ಸೌಕರ್ಯ ಕಲ್ಪಿಸುವ ನಿಟ್ಟಿನಲ್ಲಿ ಹೊಸ ಯೋಜನೆಗಳನ್ನು ರೂಪಿಸಲಾಗುವುದು ಎಂದು ಅವರು ಹೇಳಿದರು. ಕಾರ್ಯಕ್ರಮದಲ್ಲಿ ನಿರ್ದೇಶಕರು, ಸದಸ್ಯರು ಹಾಗೂ ಸಾರ್ವಜನಿಕರು ಉಪಸ್ಥಿತರಿದ್ದರು. xyxy=(712,564,917,607)
col-3: ಮಳೆಗಾಲದಲ್ಲಿ ರಸ್ತೆ ಗುಂಡಿಗಳಿಂದ ಉಂಟಾದ ಅಪಘಾತಗಳಲ್ಲಿ ಹಲವರು ಪ್ರಾಣ ಕಳೆದುಕೊಂಡಿದ್ದಾರೆ. ಈ ಬಗ್ಗೆ ನ್ಯಾಯಾಲಯವೂ ಹಲವು ಬಾರಿ ಅಸಮಾಧಾನ ವ್ಯಕ್ತಪಡಿಸಿದೆ. ಗುಂಡಿ ಮುಚ್ಚಲು ನಿಗದಿತ ಕಾಲಮಿತಿ ನಿಗದಿಪಡಿಸಬೇಕು ಎಂದು ಆಗ್ರಹಿಸಲಾಗಿದೆ. xyxy=(485,639,585,683)
